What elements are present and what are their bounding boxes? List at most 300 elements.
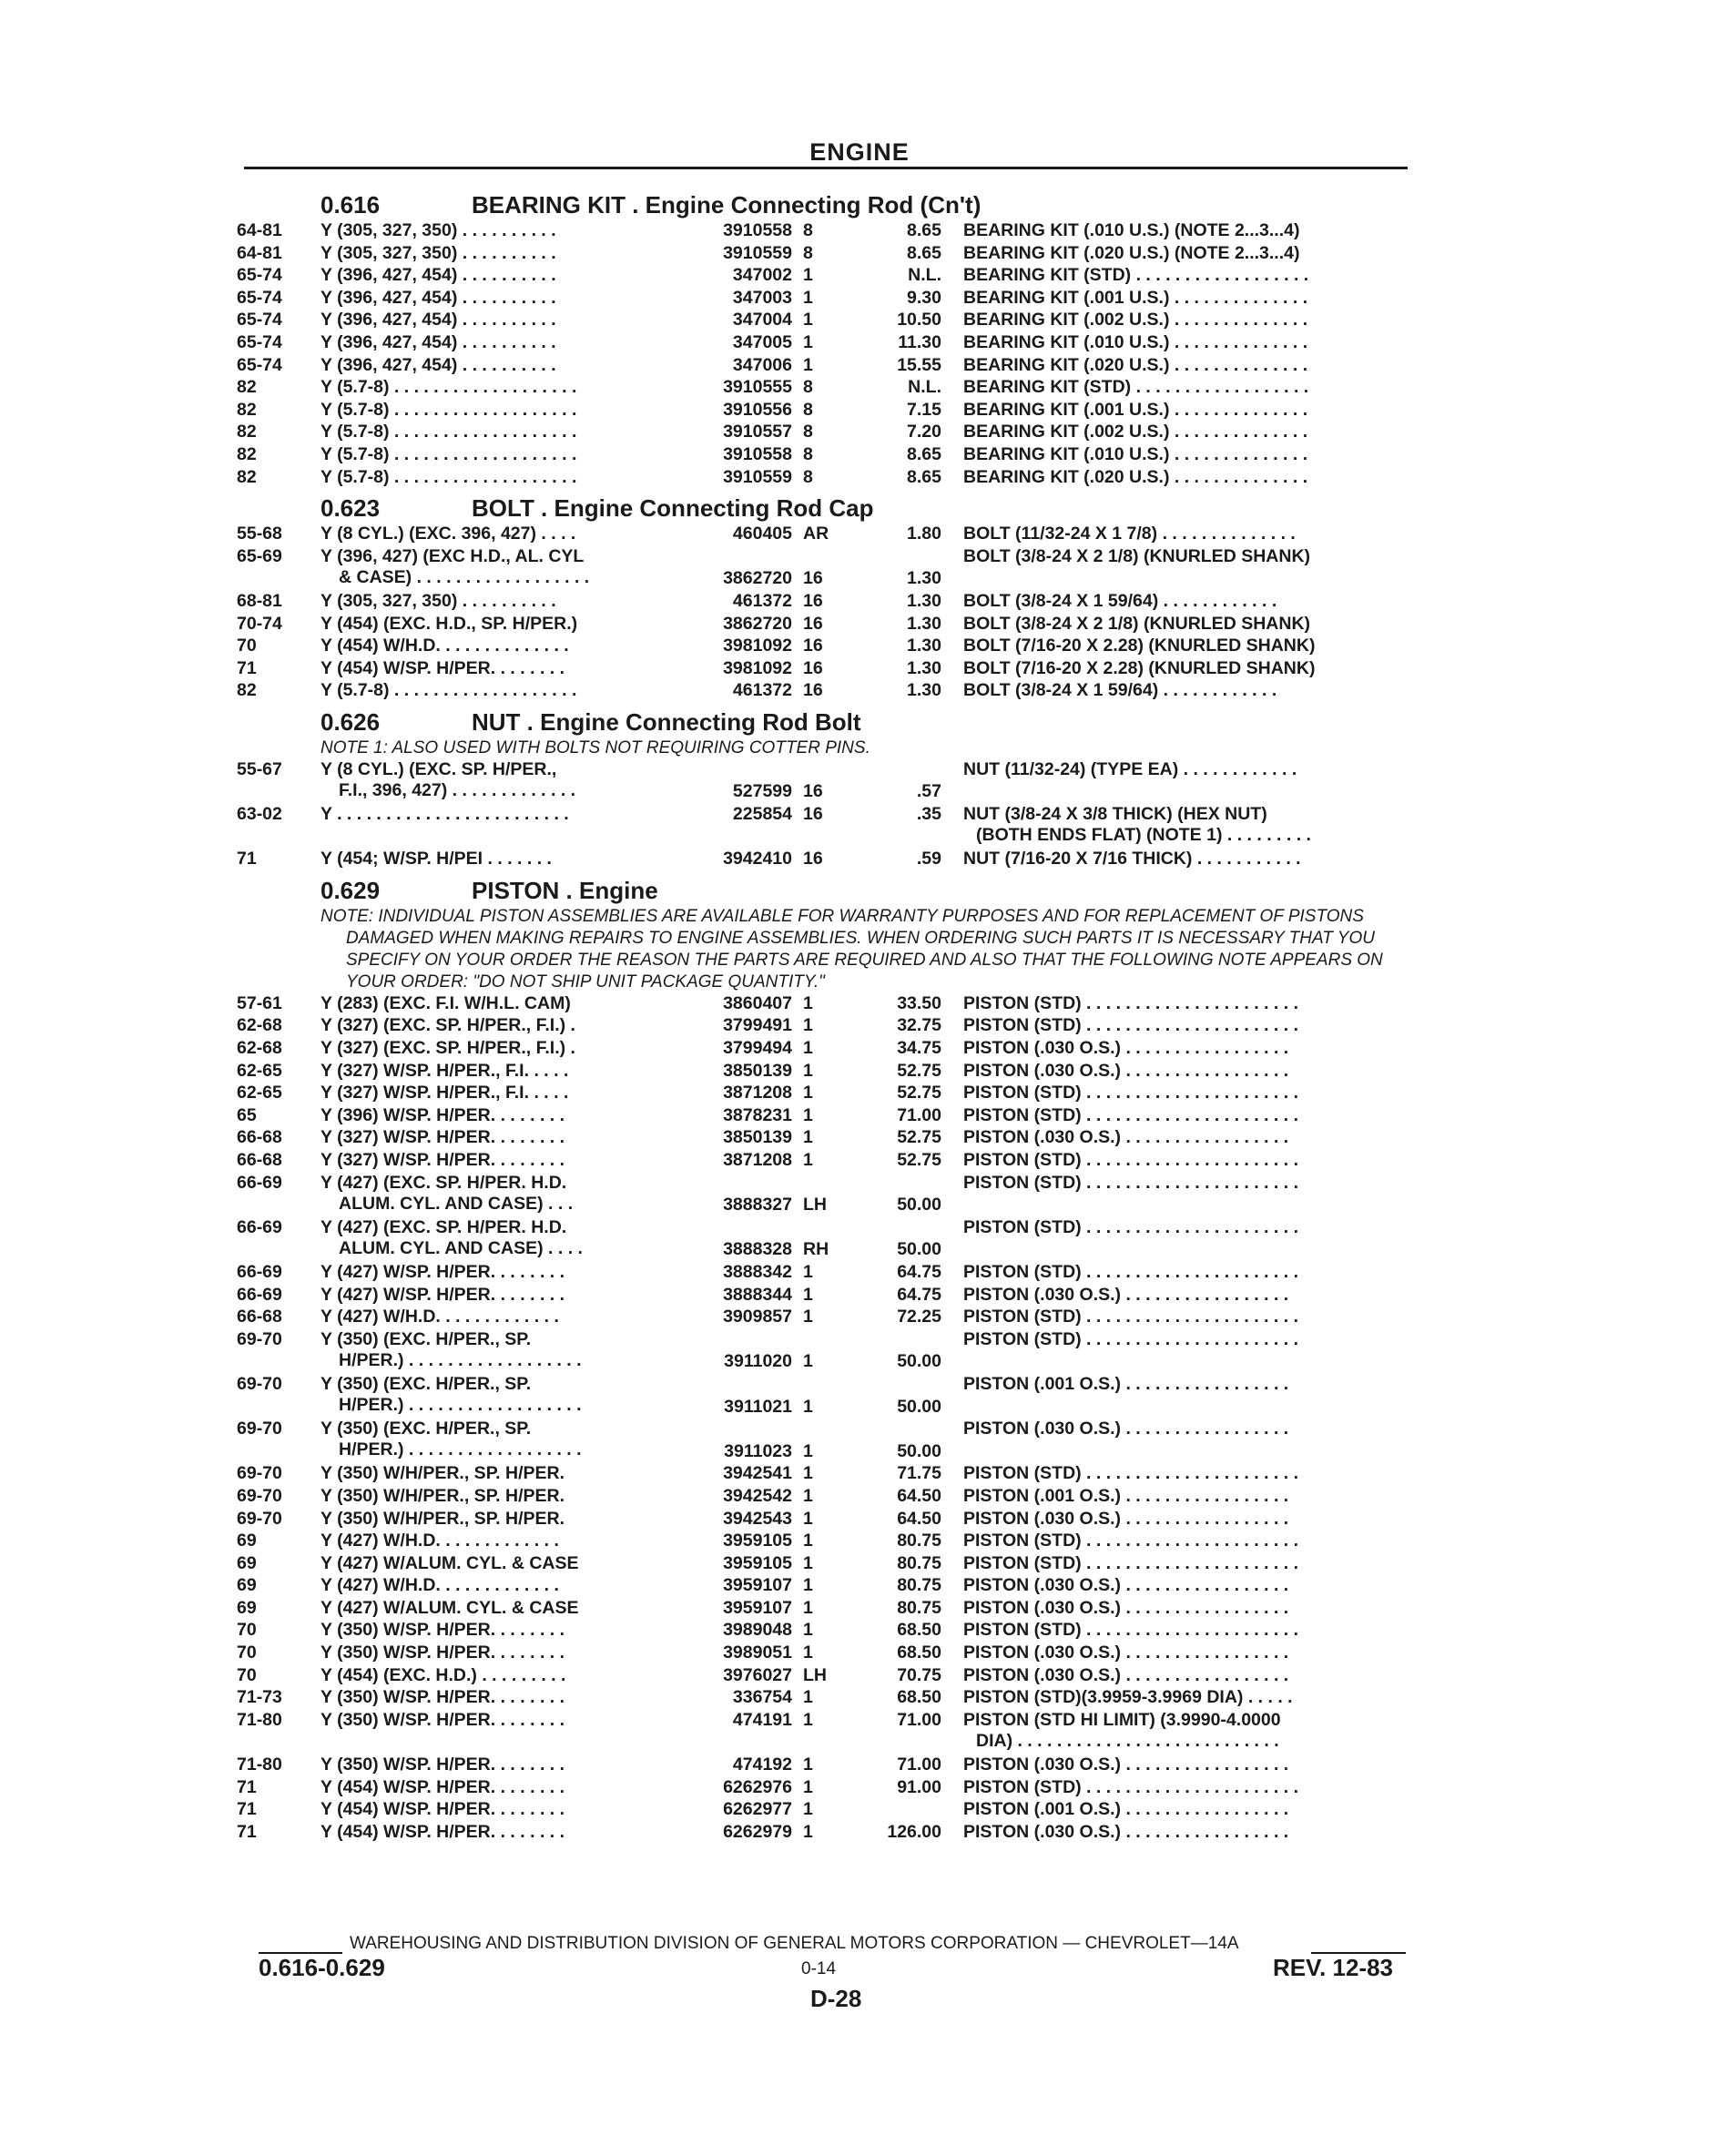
application bbox=[320, 1285, 565, 1306]
description bbox=[963, 422, 1307, 442]
quantity: 8 bbox=[803, 399, 813, 420]
part-number: 3878231 bbox=[723, 1104, 792, 1125]
price: 8.65 bbox=[907, 220, 941, 240]
quantity: 16 bbox=[803, 849, 823, 870]
table-row bbox=[237, 220, 1420, 243]
application bbox=[320, 1038, 575, 1059]
application bbox=[320, 1173, 573, 1215]
price: 15.55 bbox=[897, 354, 941, 375]
part-number: 336754 bbox=[732, 1687, 792, 1708]
price: 68.50 bbox=[897, 1687, 941, 1708]
description bbox=[963, 1262, 1298, 1283]
description-line: BEARING KIT (.010 U.S.) . . . . . . . . . . . . . . bbox=[963, 443, 1308, 464]
table-row bbox=[237, 1531, 1420, 1553]
part-number: 3888327 bbox=[723, 1195, 792, 1215]
application-line: Y (427) (EXC. SP. H/PER. H.D. bbox=[320, 1216, 567, 1237]
description-line: PISTON (STD) . . . . . . . . . . . . . . . . . . . . . . bbox=[963, 1083, 1299, 1103]
model-years: 63-02 bbox=[237, 804, 282, 825]
model-years: 70 bbox=[237, 1620, 257, 1641]
application-line: Y (454) W/H.D. . . . . . . . . . . . . . bbox=[320, 636, 569, 656]
model-years: 82 bbox=[237, 443, 257, 464]
application bbox=[320, 310, 556, 331]
application bbox=[320, 288, 556, 309]
model-years: 62-68 bbox=[237, 1038, 282, 1059]
description bbox=[963, 400, 1307, 421]
application-line: Y (396, 427, 454) . . . . . . . . . . bbox=[320, 310, 556, 331]
application bbox=[320, 1754, 565, 1775]
price: 71.00 bbox=[897, 1104, 941, 1125]
application bbox=[320, 355, 556, 376]
application-line: Y (454) (EXC. H.D.) . . . . . . . . . bbox=[320, 1664, 566, 1685]
table-row bbox=[237, 1105, 1420, 1128]
section-heading bbox=[237, 493, 1420, 524]
model-years: 69-70 bbox=[237, 1463, 282, 1484]
footer-publisher: WAREHOUSING AND DISTRIBUTION DIVISION OF GENERAL MOTORS CORPORATION — CHEVROLET—14A bbox=[350, 1934, 1239, 1953]
table-row bbox=[237, 1061, 1420, 1083]
part-number: 461372 bbox=[732, 590, 792, 611]
part-number: 3981092 bbox=[723, 636, 792, 656]
price: 52.75 bbox=[897, 1060, 941, 1081]
part-number: 3959105 bbox=[723, 1531, 792, 1551]
table-row bbox=[237, 1642, 1420, 1665]
description-line-2: PISTON (STD) . . . . . . . . . . . . . . . . . . . . . . bbox=[963, 1328, 1299, 1349]
quantity: 1 bbox=[803, 1709, 813, 1730]
application bbox=[320, 1262, 565, 1283]
page-title: ENGINE bbox=[809, 138, 910, 166]
quantity: 16 bbox=[803, 590, 823, 611]
description bbox=[963, 1217, 1298, 1238]
description bbox=[963, 355, 1307, 376]
price: 32.75 bbox=[897, 1015, 941, 1036]
application bbox=[320, 636, 569, 656]
description-line: PISTON (.030 O.S.) . . . . . . . . . . . . . . . . . bbox=[963, 1284, 1289, 1305]
part-number: 3860407 bbox=[723, 992, 792, 1013]
model-years: 69 bbox=[237, 1531, 257, 1551]
description-line: PISTON (STD) . . . . . . . . . . . . . . . . . . . . . . bbox=[963, 1307, 1299, 1327]
description bbox=[963, 849, 1301, 870]
application bbox=[320, 546, 589, 588]
application bbox=[320, 1822, 565, 1843]
quantity: 1 bbox=[803, 1552, 813, 1573]
description-line: BOLT (3/8-24 X 1 59/64) . . . . . . . . . . . . bbox=[963, 590, 1277, 611]
section-number: 0.626 bbox=[320, 707, 381, 736]
part-number: 3910557 bbox=[723, 422, 792, 442]
part-number: 3942410 bbox=[723, 849, 792, 870]
application-line: Y (427) W/H.D. . . . . . . . . . . . . bbox=[320, 1575, 559, 1596]
application-line: Y (5.7-8) . . . . . . . . . . . . . . . . . . . bbox=[320, 466, 577, 487]
quantity: 1 bbox=[803, 1531, 813, 1551]
application-line: Y (427) W/ALUM. CYL. & CASE bbox=[320, 1552, 579, 1573]
description-line: NUT (3/8-24 X 3/8 THICK) (HEX NUT) bbox=[963, 804, 1267, 825]
price: 50.00 bbox=[897, 1195, 941, 1215]
price: 80.75 bbox=[897, 1552, 941, 1573]
description bbox=[963, 1329, 1298, 1350]
application-line: Y (427) W/H.D. . . . . . . . . . . . . bbox=[320, 1307, 559, 1327]
application-line-2: H/PER.) . . . . . . . . . . . . . . . . . . bbox=[339, 1349, 582, 1370]
application bbox=[320, 1217, 583, 1259]
description-line: PISTON (STD) . . . . . . . . . . . . . . . . . . . . . . bbox=[963, 1463, 1299, 1484]
table-row bbox=[237, 310, 1420, 332]
model-years: 65-74 bbox=[237, 331, 282, 352]
model-years: 66-69 bbox=[237, 1172, 282, 1193]
description bbox=[963, 1015, 1298, 1036]
description bbox=[963, 1598, 1288, 1619]
price: .57 bbox=[916, 781, 941, 802]
model-years: 71-80 bbox=[237, 1709, 282, 1730]
table-row bbox=[237, 1665, 1420, 1688]
table-row bbox=[237, 1799, 1420, 1822]
description-line: PISTON (STD HI LIMIT) (3.9990-4.0000 bbox=[963, 1709, 1281, 1730]
application bbox=[320, 1620, 565, 1641]
price: 80.75 bbox=[897, 1597, 941, 1618]
model-years: 62-65 bbox=[237, 1060, 282, 1081]
part-number: 347002 bbox=[732, 265, 792, 286]
part-number: 3850139 bbox=[723, 1060, 792, 1081]
application-line: Y (5.7-8) . . . . . . . . . . . . . . . . . . . bbox=[320, 422, 577, 442]
quantity: LH bbox=[803, 1195, 827, 1215]
description-line: BEARING KIT (.010 U.S.) . . . . . . . . . . . . . . bbox=[963, 331, 1308, 352]
part-number: 3799491 bbox=[723, 1015, 792, 1036]
price: N.L. bbox=[908, 265, 941, 286]
description-line: PISTON (.030 O.S.) . . . . . . . . . . . . . . . . . bbox=[963, 1754, 1289, 1775]
table-row bbox=[237, 1173, 1420, 1217]
model-years: 70 bbox=[237, 1642, 257, 1663]
table-row bbox=[237, 849, 1420, 871]
quantity: 1 bbox=[803, 1396, 813, 1417]
model-years: 66-69 bbox=[237, 1261, 282, 1282]
price: 1.30 bbox=[907, 613, 941, 634]
model-years: 69 bbox=[237, 1575, 257, 1596]
application bbox=[320, 1486, 565, 1507]
price: N.L. bbox=[908, 377, 941, 398]
part-number: 3799494 bbox=[723, 1038, 792, 1059]
application bbox=[320, 243, 556, 264]
price: 50.00 bbox=[897, 1351, 941, 1372]
description bbox=[963, 1553, 1298, 1574]
part-number: 3959107 bbox=[723, 1597, 792, 1618]
price: 70.75 bbox=[897, 1664, 941, 1685]
footer-sub-page: 0-14 bbox=[801, 1959, 837, 1978]
price: 1.80 bbox=[907, 524, 941, 544]
description bbox=[963, 1150, 1298, 1171]
quantity: 16 bbox=[803, 804, 823, 825]
price: 71.00 bbox=[897, 1709, 941, 1730]
application bbox=[320, 759, 575, 801]
table-row bbox=[237, 614, 1420, 636]
description bbox=[963, 1419, 1288, 1439]
model-years: 65-69 bbox=[237, 545, 282, 566]
description bbox=[963, 1754, 1288, 1775]
application-line: Y (396, 427, 454) . . . . . . . . . . bbox=[320, 265, 556, 286]
application-line: Y (350) W/SP. H/PER. . . . . . . . bbox=[320, 1709, 565, 1730]
application bbox=[320, 1307, 559, 1327]
table-row bbox=[237, 1217, 1420, 1262]
description bbox=[963, 759, 1297, 780]
quantity: 1 bbox=[803, 1642, 813, 1663]
description bbox=[963, 220, 1299, 241]
description bbox=[963, 1822, 1288, 1843]
table-row bbox=[237, 1015, 1420, 1038]
part-number: 3959107 bbox=[723, 1575, 792, 1596]
description-line: BOLT (3/8-24 X 1 59/64) . . . . . . . . . . . . bbox=[963, 680, 1277, 701]
part-number: 3910559 bbox=[723, 466, 792, 487]
description bbox=[963, 524, 1296, 544]
application bbox=[320, 1777, 565, 1798]
section-note: NOTE: INDIVIDUAL PISTON ASSEMBLIES ARE AVAILABLE FOR WARRANTY PURPOSES AND FOR REPLACEMENT OF PISTONS DAMAGED WHEN MAKING REPAIRS TO ENGINE ASSEMBLIES. WHEN ORDERING SUCH PARTS IT IS NECESSARY THAT YOU SPECIFY ON YOUR ORDER THE REASON THE PARTS ARE REQUIRED AND ALSO THAT THE FOLLOWING NOTE APPEARS ON YOUR ORDER: "DO NOT SHIP UNIT PACKAGE QUANTITY." bbox=[320, 906, 1383, 992]
table-row bbox=[237, 1038, 1420, 1061]
quantity: 1 bbox=[803, 1754, 813, 1775]
application-line: Y (454) (EXC. H.D., SP. H/PER.) bbox=[320, 613, 578, 634]
description-line: BEARING KIT (.001 U.S.) . . . . . . . . . . . . . . bbox=[963, 287, 1308, 308]
quantity: 16 bbox=[803, 657, 823, 678]
application bbox=[320, 444, 576, 465]
table-row bbox=[237, 1509, 1420, 1531]
description-line: BEARING KIT (.020 U.S.) (NOTE 2...3...4) bbox=[963, 242, 1300, 263]
application bbox=[320, 1061, 568, 1082]
quantity: 1 bbox=[803, 1485, 813, 1506]
application bbox=[320, 1127, 565, 1148]
quantity: 1 bbox=[803, 1127, 813, 1148]
description bbox=[963, 993, 1298, 1014]
price: 50.00 bbox=[897, 1440, 941, 1461]
application bbox=[320, 993, 571, 1014]
application-line: Y (427) W/ALUM. CYL. & CASE bbox=[320, 1597, 579, 1618]
table-row bbox=[237, 1083, 1420, 1105]
model-years: 82 bbox=[237, 399, 257, 420]
description bbox=[963, 444, 1307, 465]
quantity: 1 bbox=[803, 1083, 813, 1103]
price: 64.75 bbox=[897, 1261, 941, 1282]
application-line: Y (350) W/SP. H/PER. . . . . . . . bbox=[320, 1754, 565, 1775]
description bbox=[963, 1665, 1288, 1686]
part-number: 3942543 bbox=[723, 1508, 792, 1529]
description-line: PISTON (.030 O.S.) . . . . . . . . . . . . . . . . . bbox=[963, 1664, 1289, 1685]
application bbox=[320, 1710, 565, 1731]
table-row bbox=[237, 1710, 1420, 1754]
quantity: 8 bbox=[803, 466, 813, 487]
description-line: PISTON (STD) . . . . . . . . . . . . . . . . . . . . . . bbox=[963, 1015, 1299, 1036]
model-years: 57-61 bbox=[237, 992, 282, 1013]
description bbox=[963, 804, 1311, 846]
description bbox=[963, 1687, 1293, 1708]
application bbox=[320, 524, 575, 544]
price: 34.75 bbox=[897, 1038, 941, 1059]
part-number: 3909857 bbox=[723, 1307, 792, 1327]
model-years: 66-68 bbox=[237, 1150, 282, 1170]
description-line: BOLT (3/8-24 X 2 1/8) (KNURLED SHANK) bbox=[963, 613, 1311, 634]
description bbox=[963, 265, 1308, 286]
application-line: Y (454; W/SP. H/PEI . . . . . . . bbox=[320, 849, 552, 870]
part-number: 527599 bbox=[732, 781, 792, 802]
application-line-2: H/PER.) . . . . . . . . . . . . . . . . . . bbox=[339, 1439, 582, 1460]
price: 72.25 bbox=[897, 1307, 941, 1327]
application-line: Y (427) W/SP. H/PER. . . . . . . . bbox=[320, 1284, 565, 1305]
application-line-2: H/PER.) . . . . . . . . . . . . . . . . . . bbox=[339, 1394, 582, 1415]
table-row bbox=[237, 759, 1420, 804]
application bbox=[320, 658, 565, 679]
model-years: 71 bbox=[237, 1776, 257, 1797]
description bbox=[963, 614, 1310, 635]
description-line: NUT (7/16-20 X 7/16 THICK) . . . . . . . . . . . bbox=[963, 849, 1301, 870]
parts-list bbox=[237, 186, 1420, 1844]
price: 33.50 bbox=[897, 992, 941, 1013]
application bbox=[320, 1509, 565, 1530]
description-line-2: (BOTH ENDS FLAT) (NOTE 1) . . . . . . . . . bbox=[976, 825, 1311, 846]
part-number: 460405 bbox=[732, 524, 792, 544]
application-line: Y (305, 327, 350) . . . . . . . . . . bbox=[320, 220, 556, 240]
part-number: 347005 bbox=[732, 331, 792, 352]
application bbox=[320, 614, 577, 635]
description-line: PISTON (.030 O.S.) . . . . . . . . . . . . . . . . . bbox=[963, 1642, 1289, 1663]
price: 8.65 bbox=[907, 242, 941, 263]
table-row bbox=[237, 243, 1420, 266]
price: 64.75 bbox=[897, 1284, 941, 1305]
part-number: 3976027 bbox=[723, 1664, 792, 1685]
application-line: Y (350) (EXC. H/PER., SP. bbox=[320, 1373, 532, 1394]
section-title: BOLT . Engine Connecting Rod Cap bbox=[472, 494, 874, 523]
description-line: PISTON (STD) . . . . . . . . . . . . . . . . . . . . . . bbox=[963, 1552, 1299, 1573]
description-line-2: PISTON (STD) . . . . . . . . . . . . . . . . . . . . . . bbox=[963, 1172, 1299, 1193]
application-line: Y (350) W/H/PER., SP. H/PER. bbox=[320, 1485, 565, 1506]
model-years: 64-81 bbox=[237, 220, 282, 240]
part-number: 3981092 bbox=[723, 657, 792, 678]
description-line-2: DIA) . . . . . . . . . . . . . . . . . . . . . . . . . . . bbox=[976, 1730, 1279, 1751]
quantity: 1 bbox=[803, 310, 813, 331]
application bbox=[320, 1531, 559, 1551]
application bbox=[320, 1642, 565, 1663]
header-rule bbox=[244, 167, 1408, 169]
quantity: 16 bbox=[803, 568, 823, 589]
description bbox=[963, 1038, 1288, 1059]
model-years: 55-67 bbox=[237, 758, 282, 779]
model-years: 82 bbox=[237, 466, 257, 487]
application-line: Y (350) (EXC. H/PER., SP. bbox=[320, 1328, 532, 1349]
table-row bbox=[237, 1777, 1420, 1800]
description bbox=[963, 1105, 1298, 1126]
application-line: Y (5.7-8) . . . . . . . . . . . . . . . . . . . bbox=[320, 399, 577, 420]
model-years: 71 bbox=[237, 657, 257, 678]
application-line: Y (8 CYL.) (EXC. SP. H/PER., bbox=[320, 758, 557, 779]
description bbox=[963, 1486, 1288, 1507]
part-number: 3888344 bbox=[723, 1284, 792, 1305]
model-years: 69-70 bbox=[237, 1373, 282, 1394]
application-line: Y (327) W/SP. H/PER. . . . . . . . bbox=[320, 1150, 565, 1170]
price: .35 bbox=[916, 804, 941, 825]
description-line: PISTON (.030 O.S.) . . . . . . . . . . . . . . . . . bbox=[963, 1575, 1289, 1596]
quantity: 1 bbox=[803, 1150, 813, 1170]
description bbox=[963, 1083, 1298, 1103]
description-line: BOLT (11/32-24 X 1 7/8) . . . . . . . . . . . . . . bbox=[963, 524, 1296, 544]
application bbox=[320, 1553, 579, 1574]
quantity: 1 bbox=[803, 992, 813, 1013]
model-years: 71 bbox=[237, 1821, 257, 1842]
quantity: 8 bbox=[803, 377, 813, 398]
description bbox=[963, 1531, 1298, 1551]
application-line: Y (327) (EXC. SP. H/PER., F.I.) . bbox=[320, 1038, 575, 1059]
description-line: BEARING KIT (.010 U.S.) (NOTE 2...3...4) bbox=[963, 220, 1300, 240]
application-line: Y (350) W/H/PER., SP. H/PER. bbox=[320, 1508, 565, 1529]
table-row bbox=[237, 680, 1420, 703]
application bbox=[320, 220, 556, 241]
quantity: 1 bbox=[803, 1776, 813, 1797]
table-row bbox=[237, 1307, 1420, 1329]
description bbox=[963, 658, 1315, 679]
quantity: 16 bbox=[803, 613, 823, 634]
description-line: BOLT (3/8-24 X 2 1/8) (KNURLED SHANK) bbox=[963, 545, 1311, 566]
part-number: 3910558 bbox=[723, 443, 792, 464]
application bbox=[320, 400, 576, 421]
application bbox=[320, 680, 576, 701]
application-line: Y . . . . . . . . . . . . . . . . . . . . . . . . bbox=[320, 804, 569, 825]
table-row bbox=[237, 1620, 1420, 1642]
model-years: 69 bbox=[237, 1552, 257, 1573]
application-line: Y (396, 427, 454) . . . . . . . . . . bbox=[320, 354, 556, 375]
application-line-2: ALUM. CYL. AND CASE) . . . . bbox=[339, 1237, 583, 1258]
price: 52.75 bbox=[897, 1150, 941, 1170]
part-number: 3910558 bbox=[723, 220, 792, 240]
model-years: 65-74 bbox=[237, 265, 282, 286]
description-line: PISTON (.030 O.S.) . . . . . . . . . . . . . . . . . bbox=[963, 1821, 1289, 1842]
part-number: 3910559 bbox=[723, 242, 792, 263]
price: 1.30 bbox=[907, 590, 941, 611]
table-row bbox=[237, 524, 1420, 546]
description-line: BEARING KIT (.002 U.S.) . . . . . . . . . . . . . . bbox=[963, 422, 1308, 442]
table-row bbox=[237, 546, 1420, 591]
description-line: PISTON (.030 O.S.) . . . . . . . . . . . . . . . . . bbox=[963, 1127, 1289, 1148]
price: .59 bbox=[916, 849, 941, 870]
part-number: 3942541 bbox=[723, 1463, 792, 1484]
description-line: PISTON (.001 O.S.) . . . . . . . . . . . . . . . . . bbox=[963, 1485, 1289, 1506]
table-row bbox=[237, 422, 1420, 444]
model-years: 64-81 bbox=[237, 242, 282, 263]
description bbox=[963, 1777, 1298, 1798]
part-number: 3871208 bbox=[723, 1083, 792, 1103]
application-line: Y (350) W/SP. H/PER. . . . . . . . bbox=[320, 1642, 565, 1663]
application bbox=[320, 1687, 565, 1708]
part-number: 3888328 bbox=[723, 1239, 792, 1260]
price: 71.00 bbox=[897, 1754, 941, 1775]
price: 10.50 bbox=[897, 310, 941, 331]
table-row bbox=[237, 1598, 1420, 1621]
model-years: 69-70 bbox=[237, 1485, 282, 1506]
part-number: 3911023 bbox=[724, 1440, 792, 1461]
table-row bbox=[237, 1329, 1420, 1374]
price: 7.20 bbox=[907, 422, 941, 442]
quantity: 1 bbox=[803, 1038, 813, 1059]
price: 52.75 bbox=[897, 1083, 941, 1103]
table-row bbox=[237, 400, 1420, 422]
application-line-2: F.I., 396, 427) . . . . . . . . . . . . . bbox=[339, 779, 576, 800]
description-line: PISTON (STD) . . . . . . . . . . . . . . . . . . . . . . bbox=[963, 1104, 1299, 1125]
part-number: 6262976 bbox=[723, 1776, 792, 1797]
section-number: 0.616 bbox=[320, 191, 381, 219]
application-line: Y (305, 327, 350) . . . . . . . . . . bbox=[320, 242, 556, 263]
price: 50.00 bbox=[897, 1396, 941, 1417]
application-line: Y (427) W/SP. H/PER. . . . . . . . bbox=[320, 1261, 565, 1282]
quantity: 1 bbox=[803, 354, 813, 375]
application-line: Y (350) W/H/PER., SP. H/PER. bbox=[320, 1463, 565, 1484]
table-row bbox=[237, 355, 1420, 378]
application-line: Y (454) W/SP. H/PER. . . . . . . . bbox=[320, 1799, 565, 1820]
quantity: 1 bbox=[803, 1463, 813, 1484]
description bbox=[963, 1463, 1298, 1484]
description bbox=[963, 1061, 1288, 1082]
model-years: 65-74 bbox=[237, 354, 282, 375]
model-years: 68-81 bbox=[237, 590, 282, 611]
part-number: 3911020 bbox=[724, 1351, 792, 1372]
price: 68.50 bbox=[897, 1620, 941, 1641]
description-line: PISTON (STD) . . . . . . . . . . . . . . . . . . . . . . bbox=[963, 1531, 1299, 1551]
